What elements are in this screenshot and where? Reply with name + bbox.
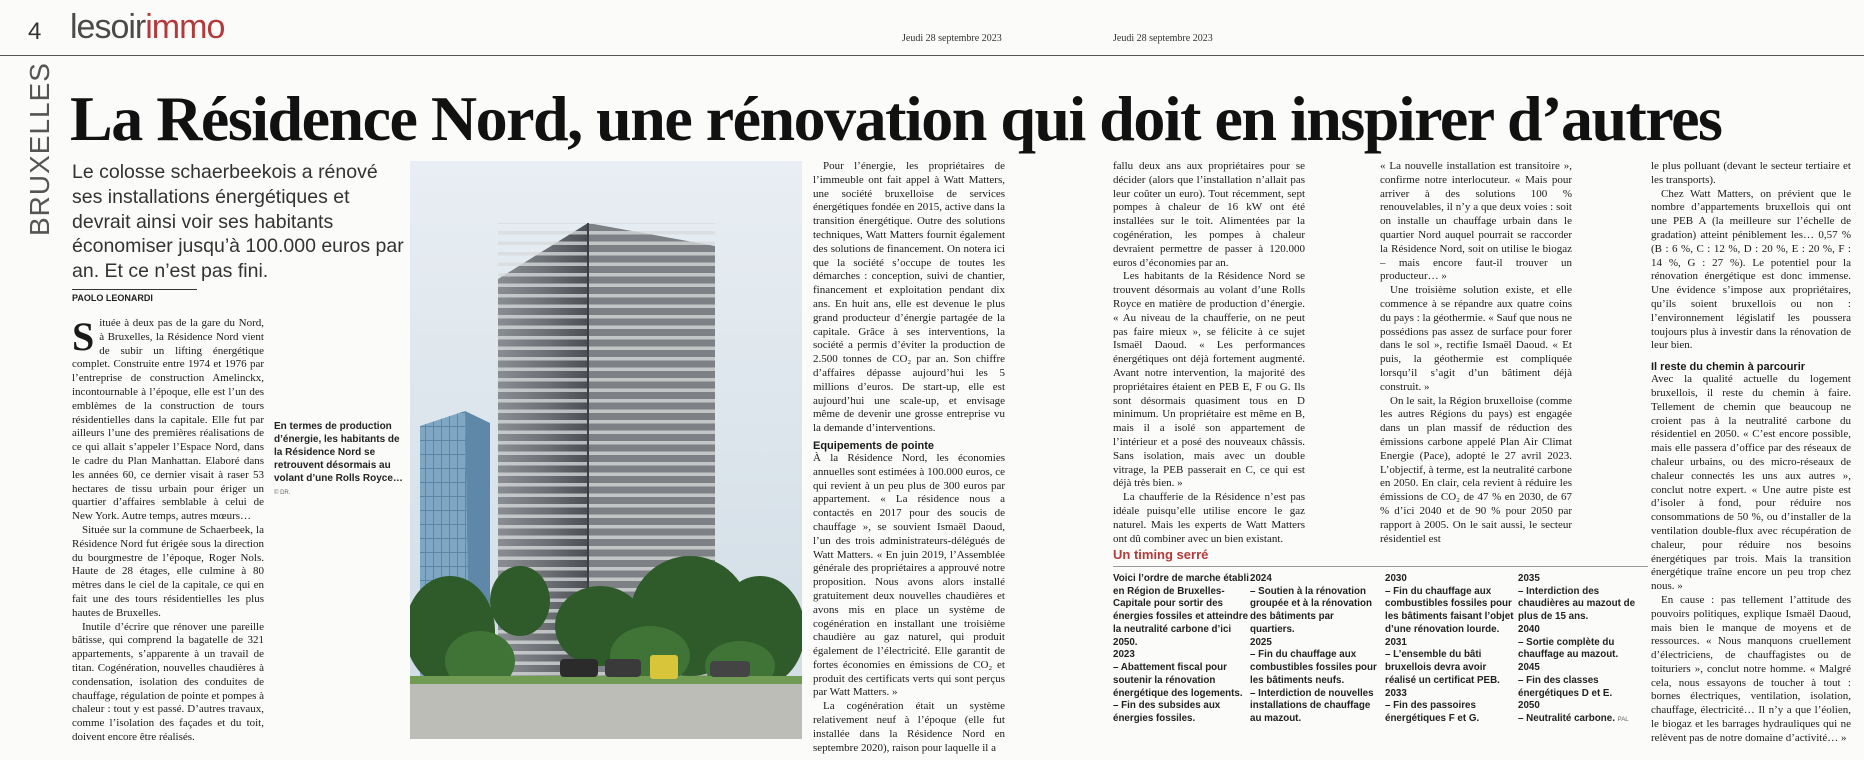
timing-heading: Un timing serré bbox=[1113, 547, 1648, 567]
subheading-chemin: Il reste du chemin à parcourir bbox=[1651, 361, 1806, 374]
timing-column-3 bbox=[1385, 573, 1515, 726]
date-right: Jeudi 28 septembre 2023 bbox=[1113, 33, 1213, 44]
date-left: Jeudi 28 septembre 2023 bbox=[902, 33, 1002, 44]
timing-text: – Fin du chauffage aux combustibles fossiles pour les bâtiments neufs. – Interdiction de nouvelles installations de chauffage au mazout. bbox=[1250, 649, 1377, 725]
timing-year: 2030 bbox=[1385, 573, 1407, 584]
paragraph: On le sait, la Région bruxelloise (comme les autres Régions du pays) est engagée dans un plan massif de réduction des émissions carbone appelé Plan Air Climat Energie (Pace), adopté le 27 avril 2023. L’objectif, à terme, est la neutralité carbone en 2050. En clair, cela revient à réduire les émissions de CO₂ de 47 % en 2030, de 67 % d’ici 2040 et de 90 % pour 2050 par rapport à 2005. On le sait aussi, le secteur résidentiel est bbox=[1380, 394, 1572, 545]
residence-nord-photo bbox=[410, 161, 802, 739]
paragraph: En cause : pas tellement l’attitude des pouvoirs politiques, explique Ismaël Daoud, mais bien le manque de moyens et de ressources. « Nous manquons cruellement d’électriciens, de chauffagistes ou de toituriers », conclut notre homme. « Malgré cela, nous essayons de toucher à tout : bornes électriques, ventilation, isolation, chauffage, électricité… Il n’y a que l’éolien, le biogaz et les barrages hydrauliques qui ne relèvent pas de notre domaine d’activité… » bbox=[1651, 593, 1851, 744]
logo-immo: immo bbox=[145, 8, 225, 46]
page-header bbox=[0, 0, 1864, 56]
article-title: La Résidence Nord, une rénovation qui doit en inspirer d’autres bbox=[70, 83, 1722, 154]
paragraph: Située sur la commune de Schaerbeek, la Résidence Nord fut érigée sous la direction du bourgmestre de l’époque, Roger Nols. Haute de 28 étages, elle culmine à 80 mètres dans le ciel de la capitale, ce qui en fait une des tours résidentielles les plus hautes de Bruxelles. bbox=[72, 523, 264, 619]
lesoir-immo-logo[interactable] bbox=[70, 8, 224, 47]
paragraph: Avec la qualité actuelle du logement bruxellois, il reste du chemin à faire. Tellement de chemin que beaucoup ne croient pas à la neutralité carbone du résidentiel en 2050. « C’est encore possible, mais elle passera d’office par des réseaux de chaleur urbains, ou des micro-réseaux de chaleur connectés les uns aux autres », conclut notre expert. « Une autre piste est d’isoler à fond, pour réduire nos consommations de 50 %, ou d’installer de la ventilation double-flux avec récupération de chaleur, pour réduire nos besoins énergétiques par trois. Mais la transition énergétique traîne encore un peu trop chez nous. » bbox=[1651, 373, 1851, 593]
subheading-equipements: Equipements de pointe bbox=[813, 439, 935, 452]
text-column-1 bbox=[72, 314, 264, 745]
text-column-4 bbox=[1380, 160, 1572, 546]
timing-year: 2040 bbox=[1518, 623, 1540, 635]
paragraph bbox=[72, 314, 264, 524]
timing-credit: PAL bbox=[1617, 717, 1629, 724]
timing-year: 2023 bbox=[1113, 649, 1135, 661]
paragraph: Les habitants de la Résidence Nord se trouvent désormais au volant d’une Rolls Royce en matière de production d’énergie. « Au niveau de la chaufferie, on ne peut pas faire mieux », se félicite à ce sujet Ismaël Daoud. « Les performances énergétiques ont déjà fortement augmenté. Avant notre intervention, la majorité des propriétaires étaient en PEB E, F ou G. Ils sont désormais quasiment tous en D minimum. Un propriétaire est même en B, mais il a isolé son appartement de l’intérieur et a posé des nouveaux châssis. Sans isolation, mais avec un double vitrage, la PEB passerait en C, ce qui est déjà très bien. » bbox=[1113, 270, 1305, 490]
timing-text: – Abattement fiscal pour soutenir la rénovation énergétique des logements. – Fin des subsides aux énergies fossiles. bbox=[1113, 662, 1243, 725]
timing-year: 2024 bbox=[1250, 573, 1272, 584]
caption-text: En termes de production d’énergie, les habitants de la Résidence Nord se retrouvent désormais au volant d’une Rolls Royce… bbox=[274, 421, 403, 484]
text-column-3 bbox=[1113, 160, 1305, 546]
paragraph: le plus polluant (devant le secteur tertiaire et les transports). bbox=[1651, 160, 1851, 186]
section-label bbox=[24, 62, 55, 236]
timing-year: 2025 bbox=[1250, 636, 1272, 648]
paragraph: Pour l’énergie, les propriétaires de l’immeuble ont fait appel à Watt Matters, une société bruxelloise de services énergétiques fondée en 2015, active dans la transition énergétique. Outre des solutions techniques, Watt Matters fournit également des solutions de financement. On notera ici que la société s’occupe de toutes les démarches : conception, suivi de chantier, financement et exploitation pendant dix ans. En huit ans, elle est devenue le plus grand producteur d’énergie partagée de la capitale. Grâce à ses interventions, la société a permis d’éviter la production de 2.500 tonnes de CO₂ par an. Son chiffre d’affaires dépasse aujourd’hui les 5 millions d’euros. De start-up, elle est aujourd’hui une scale-up, et envisage même de devenir une grosse entreprise vu la demande d’interventions. bbox=[813, 160, 1005, 435]
building-illustration bbox=[410, 161, 802, 739]
paragraph: Inutile d’écrire que rénover une pareille bâtisse, qui comprend la bagatelle de 321 appartements, s’apparente à un travail de titan. Cogénération, nouvelles chaudières à condensation, isolation des conduites de chauffage, régulation de pointe et pompes à chaleur : tout y est passé. D’autres travaux, comme l’isolation des façades et du toit, doivent encore être réalisés. bbox=[72, 620, 264, 743]
timing-text: – Fin des passoires énergétiques F et G. bbox=[1385, 700, 1480, 725]
paragraph: La chaufferie de la Résidence n’est pas idéale puisqu’elle utilise encore le gaz naturel. Mais les experts de Watt Matters ont dû combiner avec un bien existant. bbox=[1113, 491, 1305, 545]
timing-text: – Interdiction des chaudières au mazout de plus de 15 ans. bbox=[1518, 585, 1636, 623]
timing-text: – Fin des classes énergétiques D et E. bbox=[1518, 674, 1613, 699]
timing-last-line bbox=[1518, 713, 1648, 726]
article-lead: Le colosse schaerbeekois a rénové ses installations énergétiques et devrait ainsi voir ses habitants économiser jusqu’à 100.000 euros par an. Et ce n’est pas fini. bbox=[72, 161, 404, 282]
timing-year: 2045 bbox=[1518, 662, 1540, 674]
timing-intro: Voici l’ordre de marche établi en Région de Bruxelles-Capitale pour sortir des énergies fossiles et atteindre la neutralité carbone d’ici 2050. bbox=[1113, 573, 1249, 648]
section-text: BRUXELLES bbox=[24, 62, 55, 236]
text-column-5 bbox=[1651, 160, 1851, 746]
timing-year: 2050 bbox=[1518, 700, 1540, 712]
timing-text: – L’ensemble du bâti bruxellois devra avoir réalisé un certificat PEB. bbox=[1385, 649, 1500, 686]
photo-credit: © DR. bbox=[274, 490, 291, 496]
dropcap: S bbox=[72, 314, 95, 359]
paragraph-text: ituée à deux pas de la gare du Nord, à Bruxelles, la Résidence Nord vient de subir un lifting énergétique complet. Construite entre 1974 et 1976 par l’entreprise de construction Amelinckx, incontournable à l’époque, elle est l’un des emblèmes de la construction de tours résidentielles dans la capitale. Elle fut par ailleurs l’une des premières réalisations de ce qui allait s’appeler l’Espace Nord, dans le cadre du Plan Manhattan. Elaboré dans les années 60, ce dernier visait à raser 53 hectares de tissu urbain pour ériger un quartier d’affaires semblable à celui de New York. Autre temps, autres mœurs… bbox=[72, 317, 264, 523]
timing-column-1 bbox=[1113, 573, 1253, 726]
paragraph: Chez Watt Matters, on prévient que le nombre d’appartements bruxellois qui ont une PEB A (la meilleure sur l’échelle de gradation) atteint péniblement les… 0,57 % (B : 6 %, C : 12 %, D : 20 %, E : 20 %, F : 14 %, G : 27 %). Le potentiel pour la rénovation énergétique est donc immense. Une évidence s’impose aux propriétaires, qu’ils soient bruxellois ou non : l’environnement législatif les poussera toujours plus à investir dans la rénovation de leur bien. bbox=[1651, 187, 1851, 352]
timing-text: – Neutralité carbone. bbox=[1518, 713, 1615, 725]
page-number: 4 bbox=[28, 18, 42, 45]
timing-column-4 bbox=[1518, 573, 1648, 726]
timing-text: – Soutien à la rénovation groupée et à la rénovation des bâtiments par quartiers. bbox=[1250, 585, 1372, 635]
timing-text: – Sortie complète du chauffage au mazout. bbox=[1518, 636, 1619, 661]
paragraph: À la Résidence Nord, les économies annuelles sont estimées à 100.000 euros, ce qui revient à un peu plus de 300 euros par appartement. « La résidence nous a contactés en 2017 pour des soucis de chauffage », se souvient Ismaël Daoud, l’un des trois administrateurs-délégués de Watt Matters. « En juin 2019, l’Assemblée générale des propriétaires a approuvé notre proposition. Nous avons alors installé gratuitement deux nouvelles chaudières et avons mis en place un système de cogénération en installant une troisième chaudière au gaz naturel, qui produit également de l’électricité. Elle garantit de fortes économies en émissions de CO₂ et produit des certificats verts qui sont perçus par Watt Matters. » bbox=[813, 451, 1005, 699]
timing-year: 2035 bbox=[1518, 573, 1540, 584]
author-byline: PAOLO LEONARDI bbox=[72, 289, 197, 303]
text-column-2 bbox=[813, 160, 1005, 755]
timing-year: 2033 bbox=[1385, 687, 1407, 699]
paragraph: Une troisième solution existe, et elle commence à se répandre aux quatre coins du pays : la géothermie. « Sauf que nous ne possédions pas assez de surface pour forer dans le sol », rectifie Ismaël Daoud. « Et puis, la géothermie est compliquée lorsqu’il s’agit d’un bâtiment déjà construit. » bbox=[1380, 284, 1572, 393]
timing-year: 2031 bbox=[1385, 636, 1407, 648]
timing-text: – Fin du chauffage aux combustibles fossiles pour les bâtiments faisant l’objet d’une rénovation lourde. bbox=[1385, 585, 1514, 635]
timing-column-2 bbox=[1250, 573, 1380, 726]
paragraph: « La nouvelle installation est transitoire », confirme notre interlocuteur. « Mais pour arriver à des solutions 100 % renouvelables, il n’y a que deux voies : soit on installe un chauffage urbain dans le quartier Nord auquel pourrait se raccorder la Résidence Nord, soit on utilise le biogaz – mais encore faut-il trouver un producteur… » bbox=[1380, 160, 1572, 283]
logo-lesoir: lesoir bbox=[70, 8, 146, 46]
paragraph: La cogénération était un système relativement neuf à l’époque (elle fut installée dans la Résidence Nord en septembre 2020), raison pour laquelle il a bbox=[813, 700, 1005, 754]
paragraph: fallu deux ans aux propriétaires pour se décider (alors que l’installation n’allait pas leur coûter un euro). Tout récemment, sept pompes à chaleur de 16 kW ont été installées sur le toit. Alimentées par la cogénération, les pompes à chaleur devraient permettre de passer à 120.000 euros d’économies par an. bbox=[1113, 160, 1305, 269]
photo-caption bbox=[274, 420, 404, 498]
